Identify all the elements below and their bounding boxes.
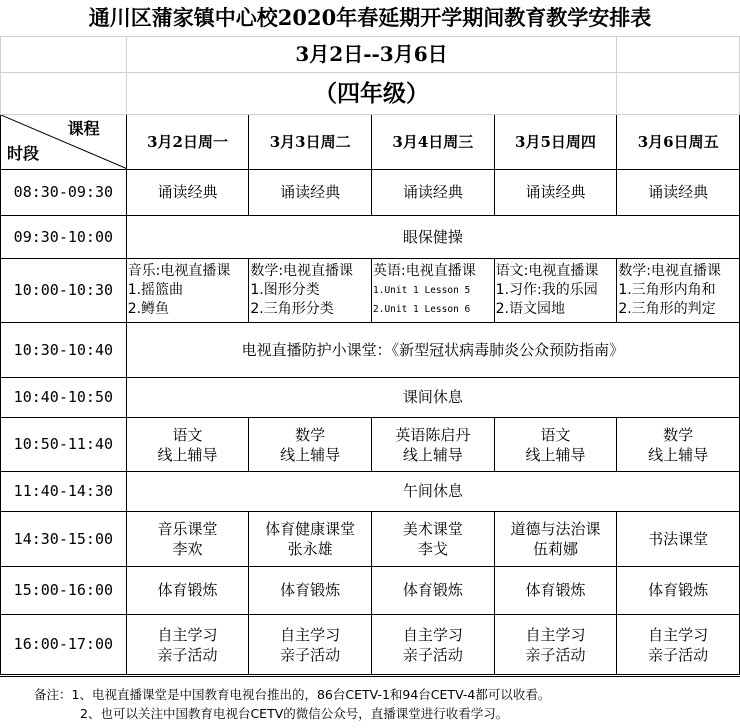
time-slot: 14:30-15:00 (1, 512, 127, 567)
day-header: 3月4日周三 (372, 115, 495, 170)
cell-line: 亲子活动 (402, 645, 463, 664)
cell-line: 语文 (172, 425, 203, 444)
tv-lesson-item: 2.三角形的判定 (618, 301, 716, 317)
time-slot: 11:40-14:30 (1, 472, 127, 512)
note-line: 备注：1、电视直播课堂是中国教育电视台推出的，86台CETV-1和94台CETV-4都可以收看。 (34, 687, 551, 702)
date-range: 3月2日--3月6日 (126, 37, 617, 73)
teacher-name: 李戈 (417, 540, 448, 558)
schedule-cell (617, 615, 740, 675)
time-slot: 10:50-11:40 (1, 418, 127, 472)
schedule-cell (126, 512, 249, 567)
blank-cell (617, 37, 740, 73)
cell-line: 亲子活动 (525, 645, 586, 664)
day-header: 3月2日周一 (126, 115, 249, 170)
tv-lesson-subject: 数学:电视直播课 (250, 263, 354, 279)
schedule-cell: 诵读经典 (126, 170, 249, 216)
header-corner-cell (1, 115, 127, 170)
schedule-cell (494, 615, 617, 675)
schedule-cell: 体育锻炼 (249, 567, 372, 615)
teacher-name: 李欢 (172, 540, 203, 558)
schedule-cell (372, 418, 495, 472)
time-slot: 09:30-10:00 (1, 216, 127, 259)
time-slot: 15:00-16:00 (1, 567, 127, 615)
tv-lesson-item: 2.三角形分类 (250, 301, 334, 317)
day-header: 3月5日周四 (494, 115, 617, 170)
tv-lesson-subject: 英语:电视直播课 (373, 263, 476, 279)
table-row (1, 259, 740, 323)
grade-row (1, 73, 740, 115)
tv-lesson-cell (494, 259, 617, 323)
cell-line: 自主学习 (648, 625, 709, 644)
cell-line: 美术课堂 (402, 520, 463, 538)
time-slot: 16:00-17:00 (1, 615, 127, 675)
cell-line: 数学 (295, 425, 326, 444)
teacher-name: 伍莉娜 (532, 540, 578, 558)
schedule-cell (372, 615, 495, 675)
note-line: 2、也可以关注中国教育电视台CETV的微信公众号，直播课堂进行收看学习。 (80, 706, 509, 721)
tv-lesson-subject: 音乐:电视直播课 (127, 263, 231, 279)
schedule-cell: 诵读经典 (372, 170, 495, 216)
cell-line: 自主学习 (525, 625, 586, 644)
tv-lesson-item: 1.习作:我的乐园 (495, 282, 598, 298)
schedule-cell: 体育锻炼 (126, 567, 249, 615)
schedule-cell: 诵读经典 (617, 170, 740, 216)
schedule-cell (249, 418, 372, 472)
merged-activity-cell: 午间休息 (126, 472, 739, 512)
slot-label: 时段 (7, 144, 40, 163)
day-header: 3月3日周二 (249, 115, 372, 170)
tv-lesson-cell (372, 259, 495, 323)
schedule-cell: 诵读经典 (249, 170, 372, 216)
table-row (1, 216, 740, 259)
time-slot: 10:00-10:30 (1, 259, 127, 323)
tv-lesson-item: 1.Unit 1 Lesson 5 (373, 285, 471, 296)
schedule-cell (126, 615, 249, 675)
tv-lesson-item: 2.语文园地 (495, 301, 566, 317)
cell-line: 音乐课堂 (157, 520, 218, 538)
tv-lesson-item: 1.图形分类 (250, 282, 320, 298)
tv-lesson-item: 2.鳟鱼 (127, 301, 170, 317)
merged-activity-cell: 眼保健操 (126, 216, 739, 259)
blank-cell (1, 73, 127, 115)
cell-line: 线上辅导 (648, 445, 709, 464)
tv-lesson-subject: 语文:电视直播课 (495, 263, 599, 279)
blank-cell (617, 73, 740, 115)
schedule-table (0, 36, 740, 675)
time-slot: 08:30-09:30 (1, 170, 127, 216)
schedule-cell (494, 418, 617, 472)
time-slot: 10:30-10:40 (1, 323, 127, 378)
schedule-cell: 体育锻炼 (617, 567, 740, 615)
cell-line: 语文 (540, 425, 571, 444)
tv-lesson-cell (617, 259, 740, 323)
table-row (1, 567, 740, 615)
table-row (1, 323, 740, 378)
schedule-cell: 诵读经典 (494, 170, 617, 216)
table-row (1, 512, 740, 567)
schedule-cell (249, 512, 372, 567)
cell-line: 线上辅导 (280, 445, 341, 464)
schedule-cell (126, 418, 249, 472)
page-title: 通川区蒲家镇中心校2020年春延期开学期间教育教学安排表 (88, 5, 652, 30)
cell-line: 线上辅导 (402, 445, 463, 464)
cell-line: 亲子活动 (280, 645, 341, 664)
cell-line: 数学 (663, 425, 694, 444)
course-label: 课程 (67, 119, 100, 138)
cell-line: 亲子活动 (648, 645, 709, 664)
schedule-cell (372, 512, 495, 567)
tv-lesson-item: 1.三角形内角和 (618, 282, 716, 298)
cell-line: 线上辅导 (157, 445, 218, 464)
schedule-cell (617, 418, 740, 472)
table-row (1, 170, 740, 216)
table-row (1, 472, 740, 512)
time-slot: 10:40-10:50 (1, 378, 127, 418)
notes-section (0, 676, 740, 728)
table-row (1, 615, 740, 675)
cell-line: 线上辅导 (525, 445, 586, 464)
schedule-cell: 体育锻炼 (372, 567, 495, 615)
tv-lesson-item: 2.Unit 1 Lesson 6 (373, 304, 471, 315)
tv-lesson-cell (126, 259, 249, 323)
cell-line: 体育健康课堂 (265, 520, 356, 538)
tv-lesson-subject: 数学:电视直播课 (618, 263, 722, 279)
cell-line: 书法课堂 (648, 530, 709, 548)
header-row (1, 115, 740, 170)
schedule-cell (249, 615, 372, 675)
schedule-cell (494, 512, 617, 567)
schedule-cell (617, 512, 740, 567)
schedule-cell: 体育锻炼 (494, 567, 617, 615)
cell-line: 英语陈启丹 (395, 425, 471, 444)
teacher-name: 张永雄 (287, 540, 333, 558)
cell-line: 亲子活动 (157, 645, 218, 664)
tv-lesson-item: 1.摇篮曲 (127, 282, 184, 298)
table-row (1, 378, 740, 418)
table-row (1, 418, 740, 472)
cell-line: 道德与法治课 (510, 520, 601, 538)
blank-cell (1, 37, 127, 73)
day-header: 3月6日周五 (617, 115, 740, 170)
merged-activity-cell: 电视直播防护小课堂：《新型冠状病毒肺炎公众预防指南》 (126, 323, 739, 378)
date-range-row (1, 37, 740, 73)
grade-label: （四年级） (126, 73, 617, 115)
cell-line: 自主学习 (280, 625, 341, 644)
merged-activity-cell: 课间休息 (126, 378, 739, 418)
tv-lesson-cell (249, 259, 372, 323)
cell-line: 自主学习 (157, 625, 218, 644)
cell-line: 自主学习 (402, 625, 463, 644)
